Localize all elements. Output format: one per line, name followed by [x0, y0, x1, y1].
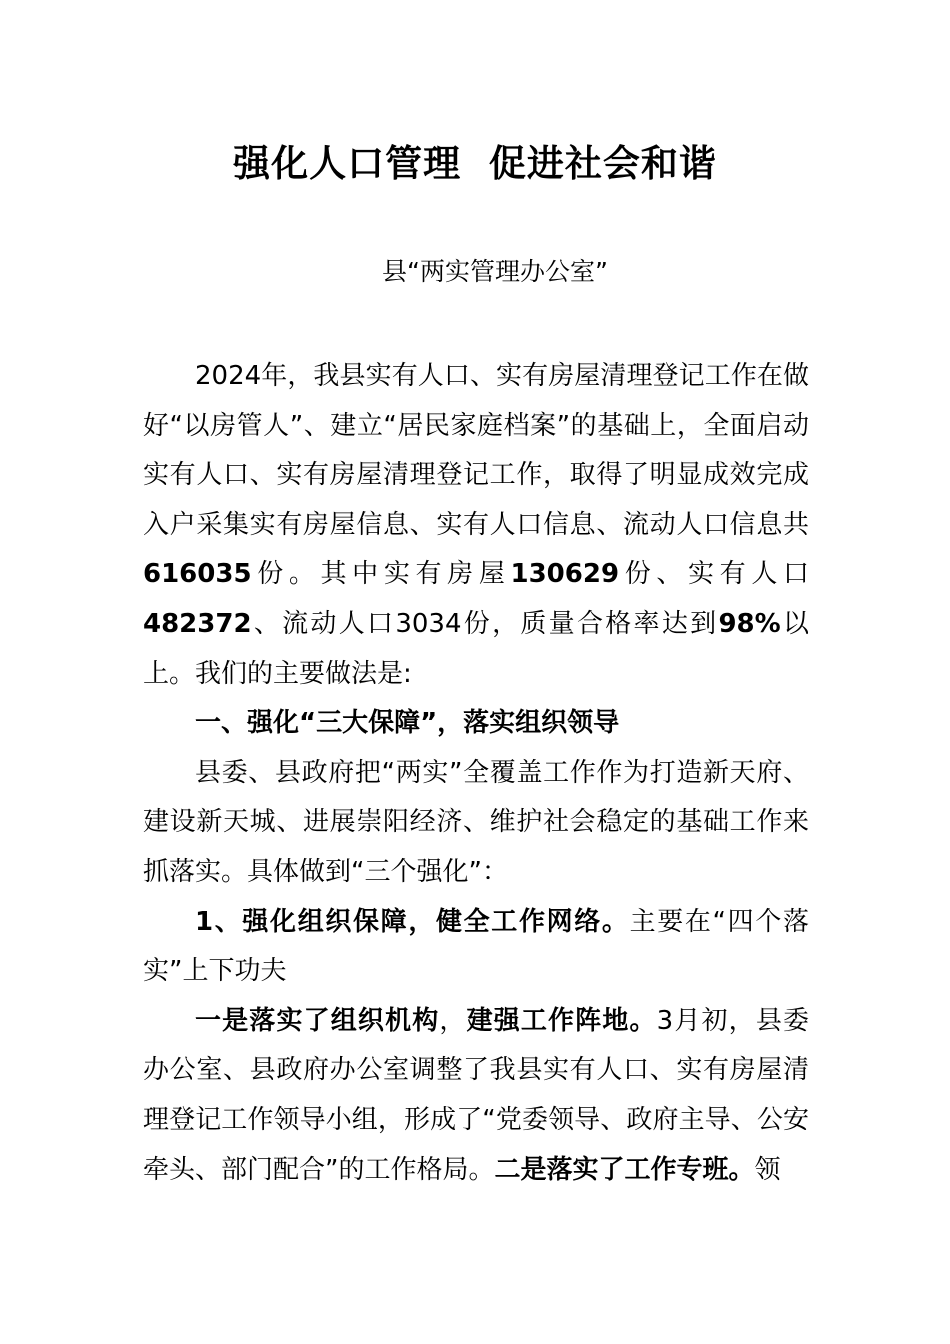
intro-text-2: 份。其中实有房屋	[251, 559, 511, 590]
section-heading-1: 一、强化“三大保障”，落实组织领导	[195, 708, 620, 739]
measure-1-text: 3月初，县委办公室、县政府办公室调整了我县实有人口、实有房屋清理登记工作领导小组，形成了“党委领导、政府主导、公安牵头、部门配合”的工作格局。	[143, 1005, 809, 1185]
measure-2-heading: 二是落实了工作专班。	[494, 1154, 755, 1185]
measure-1-subheading: 建强工作阵地。	[466, 1005, 657, 1036]
measure-separator: ，	[439, 1005, 467, 1036]
document-title: 强化人口管理 促进社会和谐	[233, 142, 717, 185]
total-count: 616035	[143, 559, 252, 590]
intro-text-5: 以上。我们的主要做法是:	[143, 608, 809, 689]
quality-rate: 98%	[718, 608, 781, 639]
intro-text-1: 2024年，我县实有人口、实有房屋清理登记工作在做好“以房管人”、建立“居民家庭档案”的基础上，全面启动实有人口、实有房屋清理登记工作，取得了明显成效完成入户采集实有房屋信息、实有人口信息、流动人口信息共	[143, 361, 809, 540]
document-body	[143, 352, 809, 1195]
measure-1-heading: 一是落实了组织机构	[195, 1005, 440, 1036]
housing-count: 130629	[510, 559, 620, 590]
intro-text-3: 份、实有人口	[619, 559, 809, 590]
paragraph-measures	[143, 997, 809, 1195]
measure-2-text: 领	[754, 1154, 781, 1185]
paragraph-organization	[143, 898, 809, 997]
paragraph-intro	[143, 352, 809, 699]
organization-text: 主要在“四个落实”上下功夫	[143, 906, 809, 987]
document-author: 县“两实管理办公室”	[382, 257, 608, 286]
population-count: 482372	[143, 608, 252, 639]
organization-heading: 1、强化组织保障，健全工作网络。	[195, 906, 630, 937]
paragraph-leadership: 县委、县政府把“两实”全覆盖工作作为打造新天府、建设新天城、进展崇阳经济、维护社会稳定的基础工作来抓落实。具体做到“三个强化”：	[143, 757, 809, 887]
intro-text-4: 、流动人口3034份，质量合格率达到	[251, 608, 719, 639]
